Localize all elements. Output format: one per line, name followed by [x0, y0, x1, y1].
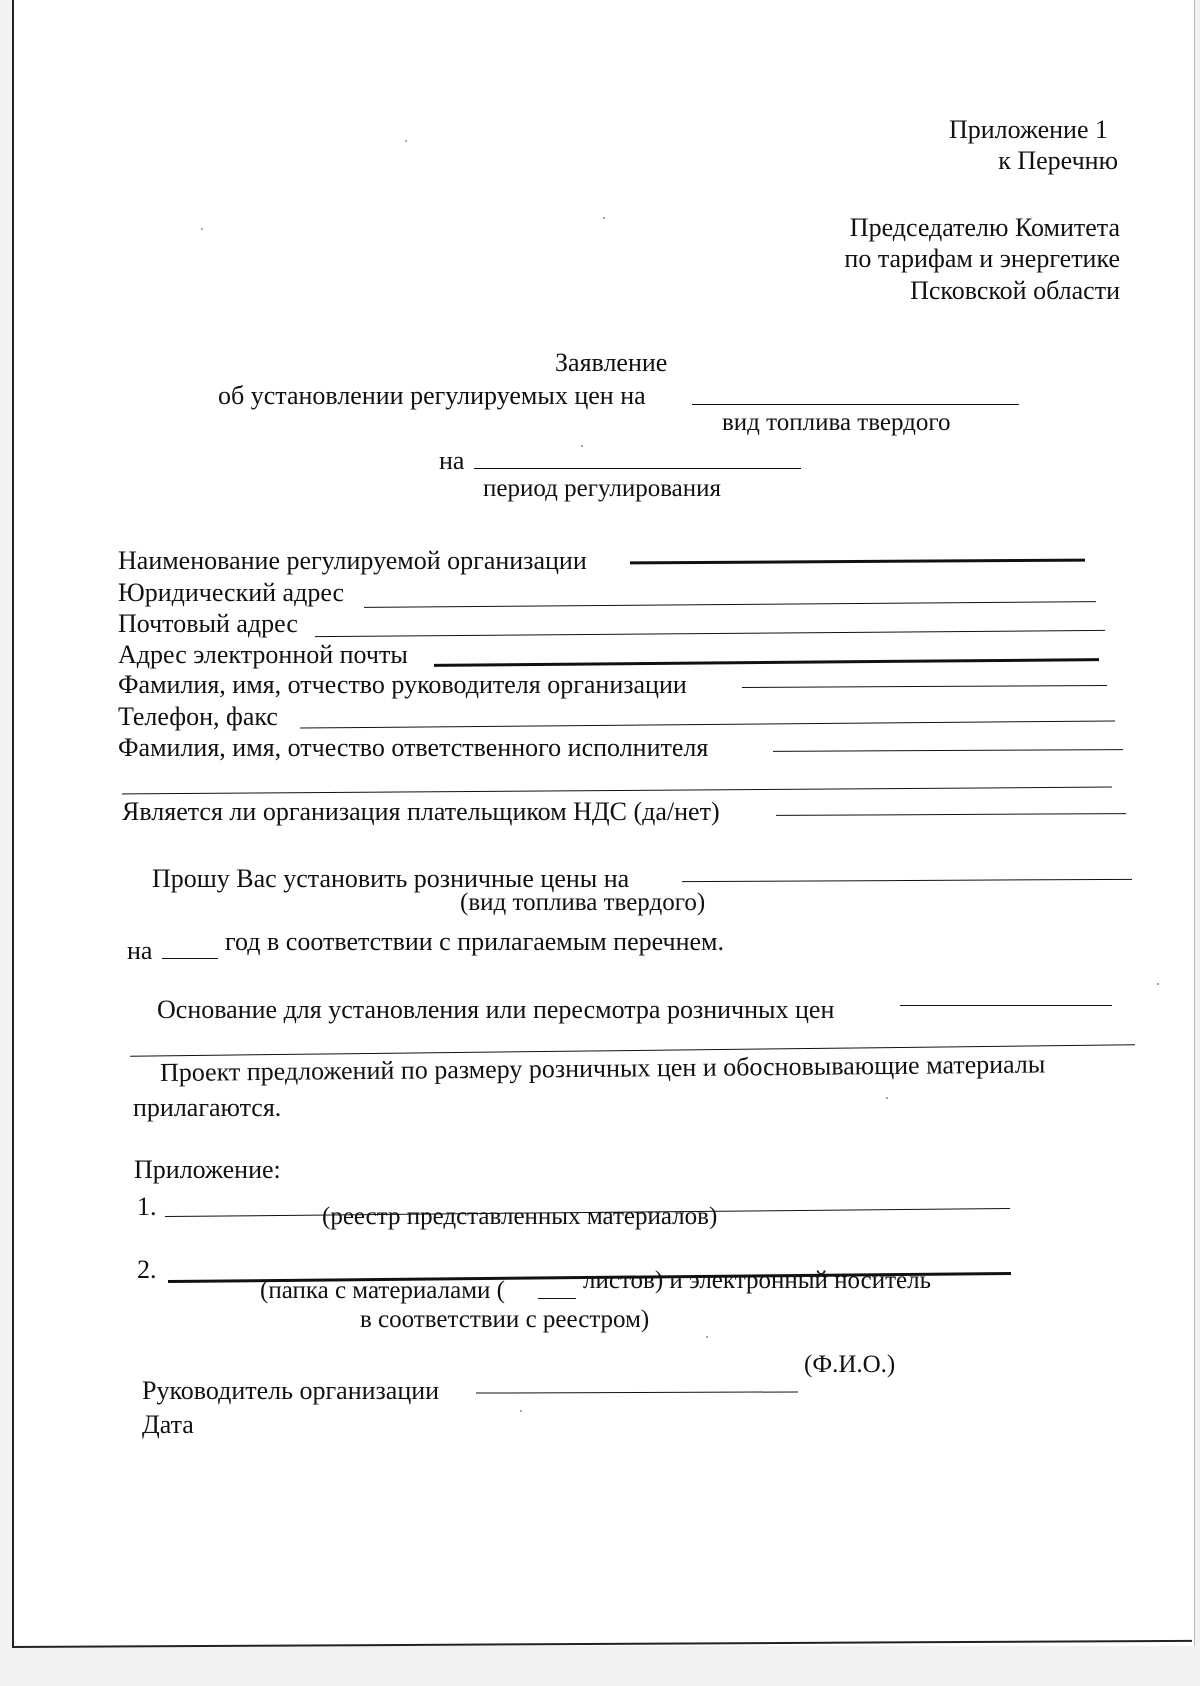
scan-speck [581, 445, 583, 447]
request-year-blank[interactable] [162, 958, 218, 959]
attachment-2-caption-b: листов) и электронный носитель [583, 1267, 932, 1294]
basis-label: Основание для установления или пересмотра розничных цен [157, 995, 835, 1024]
document-title: Заявление [555, 348, 668, 377]
attachment-2-caption-a: (папка с материалами ( [260, 1277, 505, 1304]
request-line-2-prefix: на [127, 936, 153, 965]
attachment-1-caption: (реестр представленных материалов) [322, 1203, 718, 1230]
appendix-reference: к Перечню [998, 146, 1118, 175]
addressee-line-1: Председателю Комитета [849, 213, 1120, 242]
title-line-2-prefix: на [439, 446, 465, 475]
sheet-count-blank[interactable] [538, 1298, 576, 1299]
request-line-1: Прошу Вас установить розничные цены на [152, 864, 630, 893]
project-line-1: Проект предложений по размеру розничных цен и обосновывающие материалы [159, 1049, 1046, 1087]
scan-speck [1157, 983, 1159, 985]
title-line-1: об установлении регулируемых цен на [218, 381, 646, 410]
scan-speck [405, 140, 407, 142]
scan-speck [886, 1097, 888, 1099]
appendix-number: Приложение 1 [948, 115, 1108, 144]
org-name-label: Наименование регулируемой организации [118, 546, 587, 575]
legal-address-label: Юридический адрес [118, 578, 345, 607]
postal-address-label: Почтовый адрес [118, 609, 298, 638]
fio-label: (Ф.И.О.) [804, 1351, 896, 1378]
scan-speck [603, 217, 605, 219]
addressee-line-3: Псковской области [910, 276, 1120, 305]
regulation-period-blank[interactable] [474, 468, 801, 469]
attachment-2-caption-line-2: в соответствии с реестром) [360, 1306, 650, 1333]
scan-speck [520, 1410, 522, 1412]
director-name-label: Фамилия, имя, отчество руководителя организации [118, 670, 687, 699]
scan-speck [201, 228, 203, 230]
fuel-type-caption: вид топлива твердого [722, 409, 951, 436]
basis-field[interactable] [900, 1005, 1112, 1006]
fuel-type-blank[interactable] [692, 404, 1019, 405]
attachments-heading: Приложение: [134, 1155, 281, 1184]
scan-speck [706, 1336, 708, 1338]
request-fuel-type-caption: (вид топлива твердого) [460, 889, 706, 916]
vat-payer-label: Является ли организация плательщиком НДС (да/нет) [122, 797, 720, 826]
phone-fax-label: Телефон, факс [118, 702, 278, 731]
executor-name-label: Фамилия, имя, отчество ответственного исполнителя [118, 733, 709, 762]
attachment-2-number: 2. [137, 1255, 157, 1284]
date-label: Дата [142, 1410, 194, 1439]
regulation-period-caption: период регулирования [483, 475, 722, 502]
signature-label: Руководитель организации [142, 1376, 440, 1405]
addressee-line-2: по тарифам и энергетике [844, 244, 1120, 273]
email-label: Адрес электронной почты [118, 640, 408, 669]
project-line-2: прилагаются. [133, 1093, 282, 1122]
request-line-2-suffix: год в соответствии с прилагаемым перечнем. [225, 927, 725, 956]
attachment-1-number: 1. [137, 1192, 157, 1221]
